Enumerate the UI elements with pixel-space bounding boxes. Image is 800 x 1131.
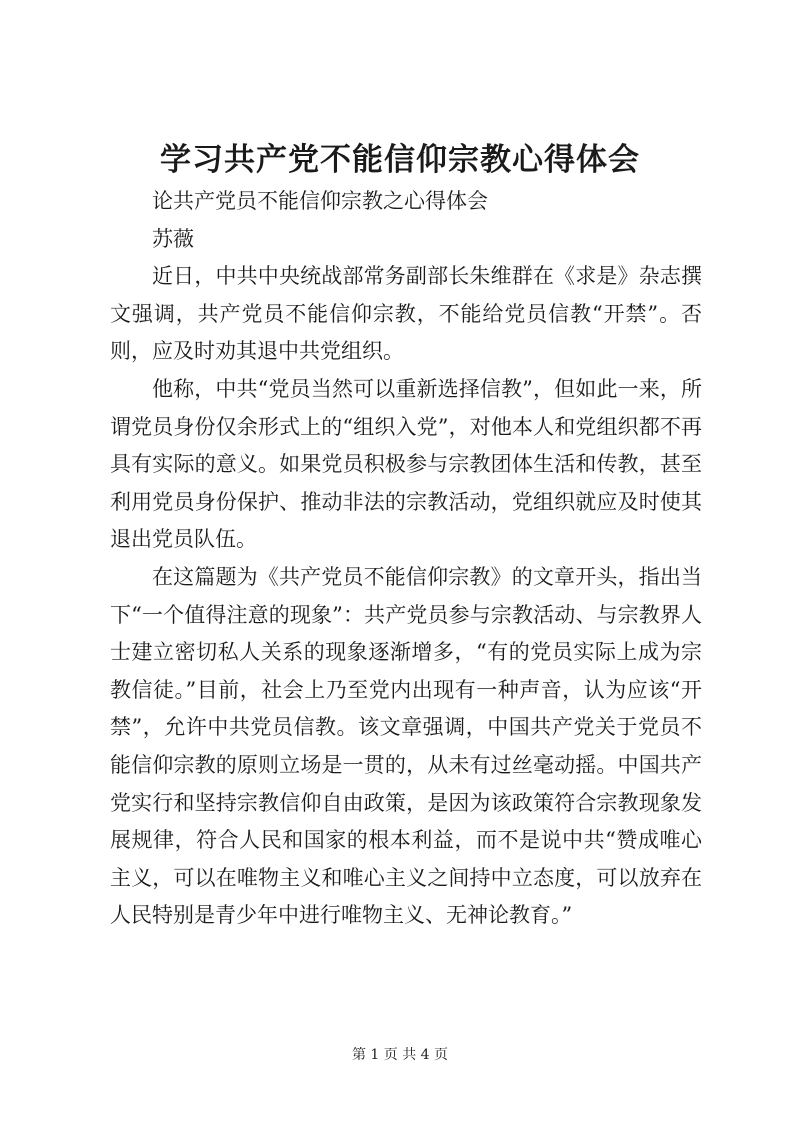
- body-paragraph: 他称，中共“党员当然可以重新选择信教”，但如此一来，所谓党员身份仅余形式上的“组织入党”，对他本人和党组织都不再具有实际的意义。如果党员积极参与宗教团体生活和传教，甚至利用党员身份保护、推动非法的宗教活动，党组织就应及时使其退出党员队伍。: [110, 376, 702, 552]
- page-footer: 第 1 页 共 4 页: [351, 1047, 449, 1063]
- document-body: [110, 183, 702, 935]
- subtitle-paragraph: 论共产党员不能信仰宗教之心得体会: [152, 189, 488, 213]
- author-paragraph: 苏薇: [152, 226, 194, 251]
- body-paragraph: 近日，中共中央统战部常务副部长朱维群在《求是》杂志撰文强调，共产党员不能信仰宗教，不能给党员信教“开禁”。否则，应及时劝其退中共党组织。: [110, 264, 702, 364]
- page-title: 学习共产党不能信仰宗教心得体会: [160, 142, 640, 178]
- body-paragraph: 在这篇题为《共产党员不能信仰宗教》的文章开头，指出当下“一个值得注意的现象”：共产党员参与宗教活动、与宗教界人士建立密切私人关系的现象逐渐增多，“有的党员实际上成为宗教信徒。”目前，社会上乃至党内出现有一种声音，认为应该“开禁”，允许中共党员信教。该文章强调，中国共产党关于党员不能信仰宗教的原则立场是一贯的，从未有过丝毫动摇。中国共产党实行和坚持宗教信仰自由政策，是因为该政策符合宗教现象发展规律，符合人民和国家的根本利益，而不是说中共“赞成唯心主义，可以在唯物主义和唯心主义之间持中立态度，可以放弃在人民特别是青少年中进行唯物主义、无神论教育。”: [110, 564, 702, 928]
